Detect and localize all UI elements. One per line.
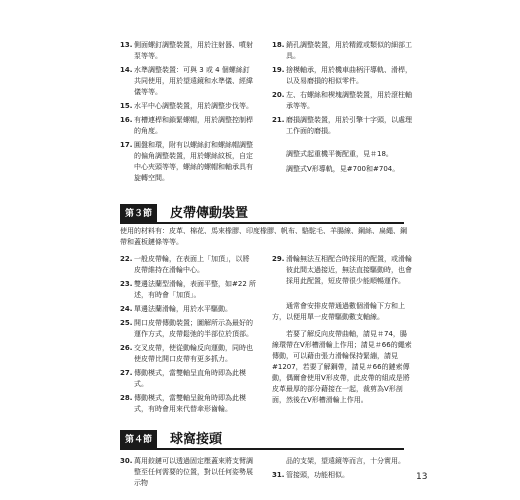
list-item: 20. 左、右螺絲和楔塊調整裝置，用於滾柱軸承等等。: [272, 91, 412, 110]
section-rule: [120, 222, 404, 224]
top-left-column: [120, 40, 256, 187]
page-number: 13: [416, 472, 428, 482]
list-item: 27. 傳動模式，當雙軸呈直角時即為此模式。: [120, 369, 246, 388]
list-item: 18. 銷孔調整裝置，用於精鏜或類似的細部工具。: [272, 41, 412, 60]
section-intro: 使用的材料有：皮革、棉花、馬來橡膠、印度橡膠、帆布、駱駝毛、羊腸線、鋼絲、扁繩、鋼帶和蓋板鏈條等等。: [120, 227, 407, 246]
list-item: 30. 萬用鉸鏈可以透過固定壓蓋來將支臂調整至任何需要的位置，對以任何姿勢展示物: [120, 457, 253, 487]
list-item: 21. 磨損調整裝置，用於引擎十字頭，以處理工作面的磨損。: [272, 116, 412, 135]
paragraph: 通常會安排皮帶通過數個滑輪下方和上方，以便用單一皮帶驅動數支軸線。: [272, 302, 405, 321]
reference-notes: [272, 149, 412, 175]
list-item: 22. 一般皮帶輪，在表面上「加頂」，以將皮帶維持在滑輪中心。: [120, 255, 250, 274]
paragraph: 品的支架，望遠鏡等而言，十分實用。: [286, 457, 405, 465]
section-rule: [120, 448, 404, 450]
top-right-column: [272, 40, 412, 175]
list-item: 16. 有槽連桿和鎖緊螺帽，用於調整控制桿的角度。: [120, 116, 253, 135]
section-4-header: [120, 430, 404, 450]
list-item: 31. 管接頭，功能相似。: [272, 471, 349, 479]
list-item: 13. 側面螺釘調整裝置，用於注射器、噴射泵等等。: [120, 41, 253, 60]
bottom-right-column: [272, 456, 412, 484]
section-3-header: [120, 204, 404, 224]
list-item: 28. 傳動模式，當雙軸呈銳角時即為此模式，有時會用來代替傘形齒輪。: [120, 394, 246, 413]
section-number-label: 第３節: [120, 204, 157, 224]
section-title: 皮帶傳動裝置: [170, 206, 249, 221]
list-item: 29. 滑輪無法互相配合時採用的配置，或滑輪彼此間太過接近，無法直接驅動時，也會採用此配置，短皮帶很少能順暢運作。: [272, 255, 412, 285]
list-item: 26. 交叉皮帶，使從動輪反向運動，同時也使皮帶比開口皮帶有更多抓力。: [120, 344, 253, 363]
reference-note: 調整式起重機平衡配重，見＃18。: [286, 150, 393, 158]
list-item: 24. 單邊法蘭滑輪，用於水平驅動。: [120, 305, 232, 313]
list-item: 14. 水準調整裝置：可與 3 或 4 個螺絲釘共同使用，用於望遠鏡和水準儀、經緯儀等等。: [120, 66, 253, 96]
bottom-left-column: [120, 456, 256, 492]
mid-right-column: [272, 254, 412, 406]
mid-left-column: [120, 254, 256, 418]
list-item: 23. 雙邊法蘭型滑輪，表面平整，如#22 所述，有時會「加頂」。: [120, 280, 256, 299]
list-item: 17. 圓盤和環，附有以螺絲釘和螺絲帽調整的偏角調整裝置，用於螺絲紋板，自定中心夾頭等等，螺絲的螺帽和軸承具有旋轉空間。: [120, 141, 253, 182]
list-item: 19. 捨模軸承，用於機車曲柄汗導軌、滑桿，以及易磨損的相似零件。: [272, 66, 412, 85]
list-item: 25. 開口皮帶傳動裝置；圖解所示為最好的運作方式，皮帶鬆弛的半部位於頂部。: [120, 319, 253, 338]
list-item: 15. 水平中心調整裝置，用於調整步伐等。: [120, 102, 253, 110]
section-title: 球窩接頭: [170, 432, 223, 447]
section-number-label: 第４節: [120, 430, 157, 450]
paragraph: 若要了解反向皮帶曲軸，請見＃74，腸線環帶在V形槽滑輪上作用；請見＃66的繩索傳動，可以藉由張力滑輪保持緊繃，請見#1207，若要了解鋼帶，請見＃66的鏈索傳動，偶爾會使用V形皮帶，此皮帶的組成是將皮革最厚的部分藉接在一起，裁剪為V形剖面，然後在V形槽滑輪上作用。: [272, 330, 412, 404]
reference-note: 調整式V形導軌，見#700和#704。: [286, 165, 400, 173]
